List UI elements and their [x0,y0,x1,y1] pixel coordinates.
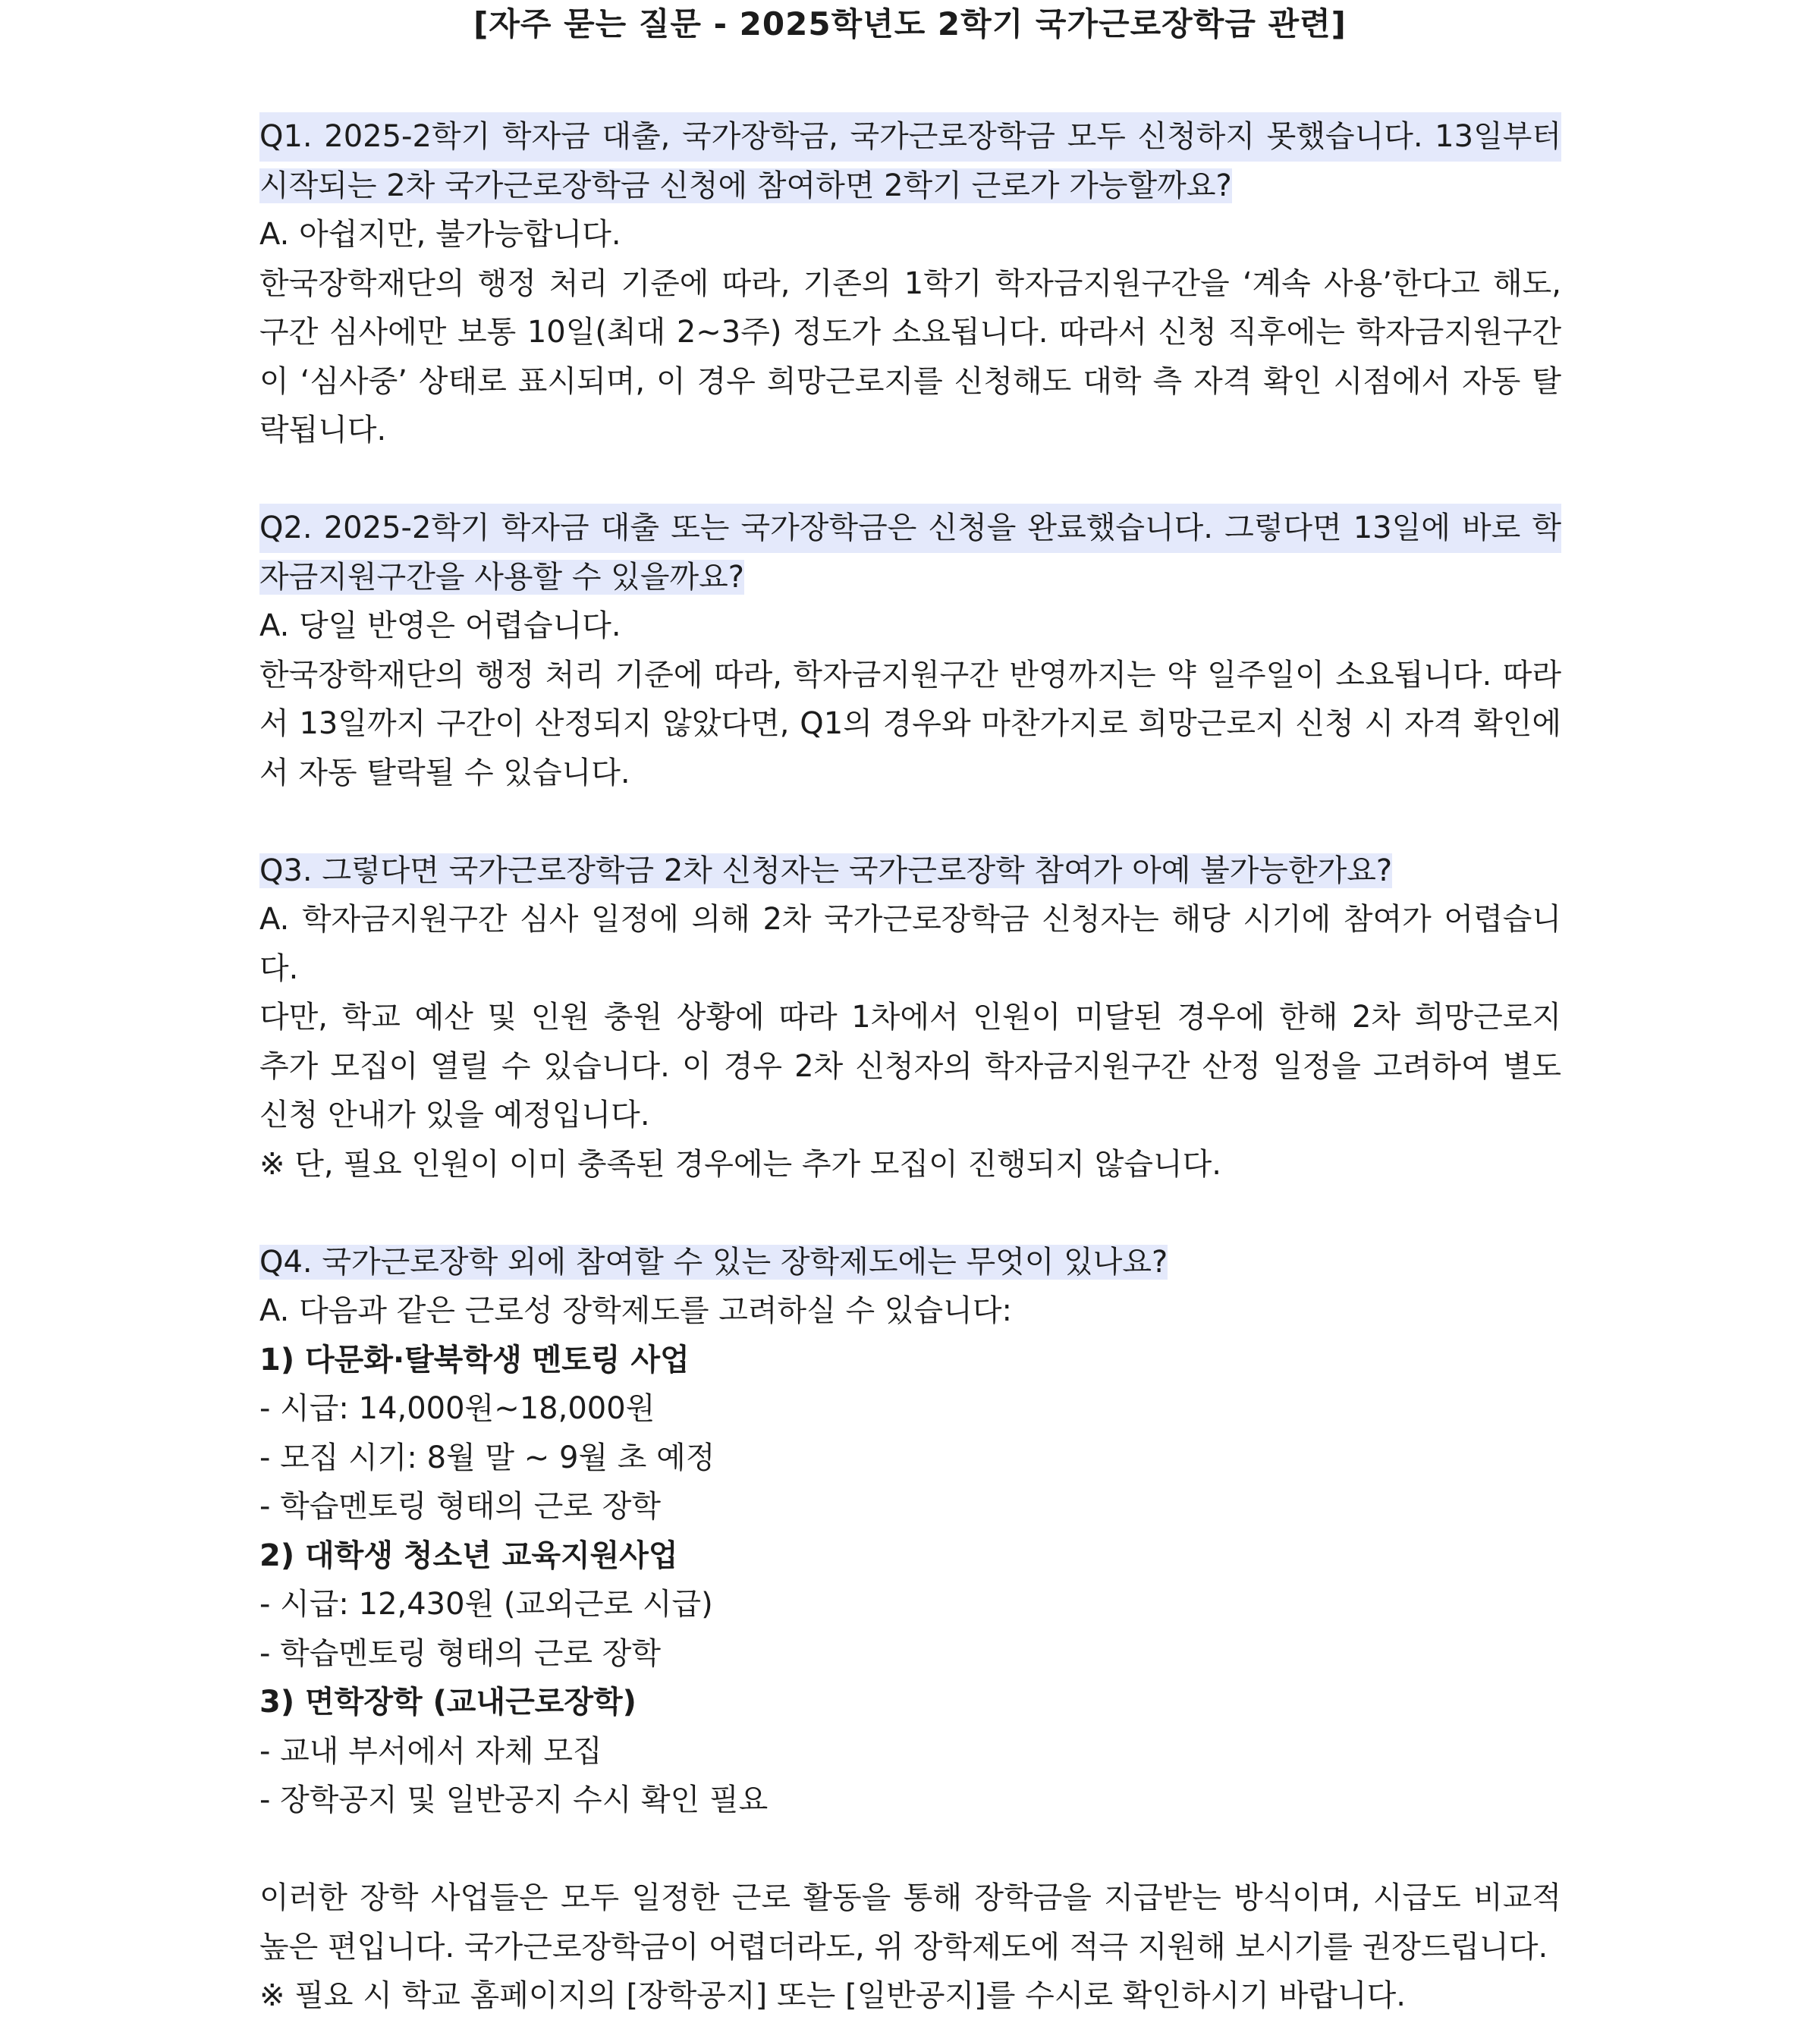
program-heading: 1) 다문화·탈북학생 멘토링 사업 [259,1342,690,1377]
question-line: Q1. 2025-2학기 학자금 대출, 국가장학금, 국가근로장학금 모두 신청하지 못했습니다. 13일부터 [259,112,1561,162]
program-detail: - 장학공지 및 일반공지 수시 확인 필요 [259,1783,769,1817]
question-line: Q2. 2025-2학기 학자금 대출 또는 국가장학금은 신청을 완료했습니다. 그렇다면 13일에 바로 학 [259,504,1561,553]
answer-line: 서 13일까지 구간이 산정되지 않았다면, Q1의 경우와 마찬가지로 희망근로지 신청 시 자격 확인에 [259,706,1561,741]
answer-line: 이 ‘심사중’ 상태로 표시되며, 이 경우 희망근로지를 신청해도 대학 측 자격 확인 시점에서 자동 탈 [259,363,1561,399]
answer-line: 한국장학재단의 행정 처리 기준에 따라, 기존의 1학기 학자금지원구간을 ‘계속 사용’한다고 해도, [259,265,1561,301]
answer-line: 서 자동 탈락될 수 있습니다. [259,755,630,790]
closing-note: ※ 필요 시 학교 홈페이지의 [장학공지] 또는 [일반공지]를 수시로 확인하시기 바랍니다. [259,1978,1406,2013]
answer-line: 신청 안내가 있을 예정입니다. [259,1098,650,1132]
faq-question-q1 [259,112,1561,210]
program-detail: - 교내 부서에서 자체 모집 [259,1733,602,1769]
answer-line: A. 학자금지원구간 심사 일정에 의해 2차 국가근로장학금 신청자는 해당 시기에 참여가 어렵습니 [259,902,1561,937]
closing-paragraph [259,1874,1561,2021]
faq-question-q3 [259,847,1561,896]
program-detail: - 학습멘토링 형태의 근로 장학 [259,1489,661,1524]
section-spacer [259,1189,1561,1238]
faq-answer-q1 [259,210,1561,455]
answer-line: A. 다음과 같은 근로성 장학제도를 고려하실 수 있습니다: [259,1293,1012,1328]
program-youth-education-support [259,1531,1561,1679]
section-spacer [259,455,1561,504]
answer-line: 추가 모집이 열릴 수 있습니다. 이 경우 2차 신청자의 학자금지원구간 산정 일정을 고려하여 별도 [259,1048,1561,1084]
question-line: 자금지원구간을 사용할 수 있을까요? [259,559,744,595]
faq-answer-q3 [259,895,1561,1189]
faq-document-body [259,112,1561,2021]
program-detail: - 시급: 14,000원~18,000원 [259,1391,655,1426]
section-spacer [259,797,1561,847]
question-line: Q3. 그렇다면 국가근로장학금 2차 신청자는 국가근로장학 참여가 아예 불가능한가요? [259,853,1393,888]
page-title: [자주 묻는 질문 - 2025학년도 2학기 국가근로장학금 관련] [473,5,1347,42]
answer-line: 구간 심사에만 보통 10일(최대 2~3주) 정도가 소요됩니다. 따라서 신청 직후에는 학자금지원구간 [259,315,1561,350]
answer-line: A. 당일 반영은 어렵습니다. [259,608,621,643]
faq-answer-q4 [259,1286,1561,1825]
faq-item-q4 [259,1238,1561,1825]
note-line: ※ 단, 필요 인원이 이미 충족된 경우에는 추가 모집이 진행되지 않습니다. [259,1146,1222,1182]
faq-question-q2 [259,504,1561,602]
answer-line: 락됩니다. [259,413,387,448]
faq-item-q1 [259,112,1561,455]
answer-line: 다. [259,950,299,986]
answer-line: 다만, 학교 예산 및 인원 충원 상황에 따라 1차에서 인원이 미달된 경우에 한해 2차 희망근로지 [259,1000,1561,1035]
program-campus-work-scholarship [259,1678,1561,1825]
faq-question-q4 [259,1238,1561,1287]
program-heading: 3) 면학장학 (교내근로장학) [259,1685,637,1720]
question-line: 시작되는 2차 국가근로장학금 신청에 참여하면 2학기 근로가 가능할까요? [259,168,1232,203]
faq-item-q3 [259,847,1561,1189]
faq-item-q2 [259,504,1561,797]
program-detail: - 모집 시기: 8월 말 ~ 9월 초 예정 [259,1440,715,1475]
question-line: Q4. 국가근로장학 외에 참여할 수 있는 장학제도에는 무엇이 있나요? [259,1244,1168,1280]
program-detail: - 시급: 12,430원 (교외근로 시급) [259,1587,713,1622]
program-multicultural-mentoring [259,1336,1561,1531]
section-spacer [259,1825,1561,1874]
answer-line: 한국장학재단의 행정 처리 기준에 따라, 학자금지원구간 반영까지는 약 일주일이 소요됩니다. 따라 [259,657,1561,693]
faq-answer-q2 [259,602,1561,797]
closing-line: 높은 편입니다. 국가근로장학금이 어렵더라도, 위 장학제도에 적극 지원해 보시기를 권장드립니다. [259,1929,1548,1965]
closing-line: 이러한 장학 사업들은 모두 일정한 근로 활동을 통해 장학금을 지급받는 방식이며, 시급도 비교적 [259,1880,1561,1915]
program-heading: 2) 대학생 청소년 교육지원사업 [259,1538,678,1573]
program-detail: - 학습멘토링 형태의 근로 장학 [259,1635,661,1671]
answer-line: A. 아쉽지만, 불가능합니다. [259,217,621,252]
